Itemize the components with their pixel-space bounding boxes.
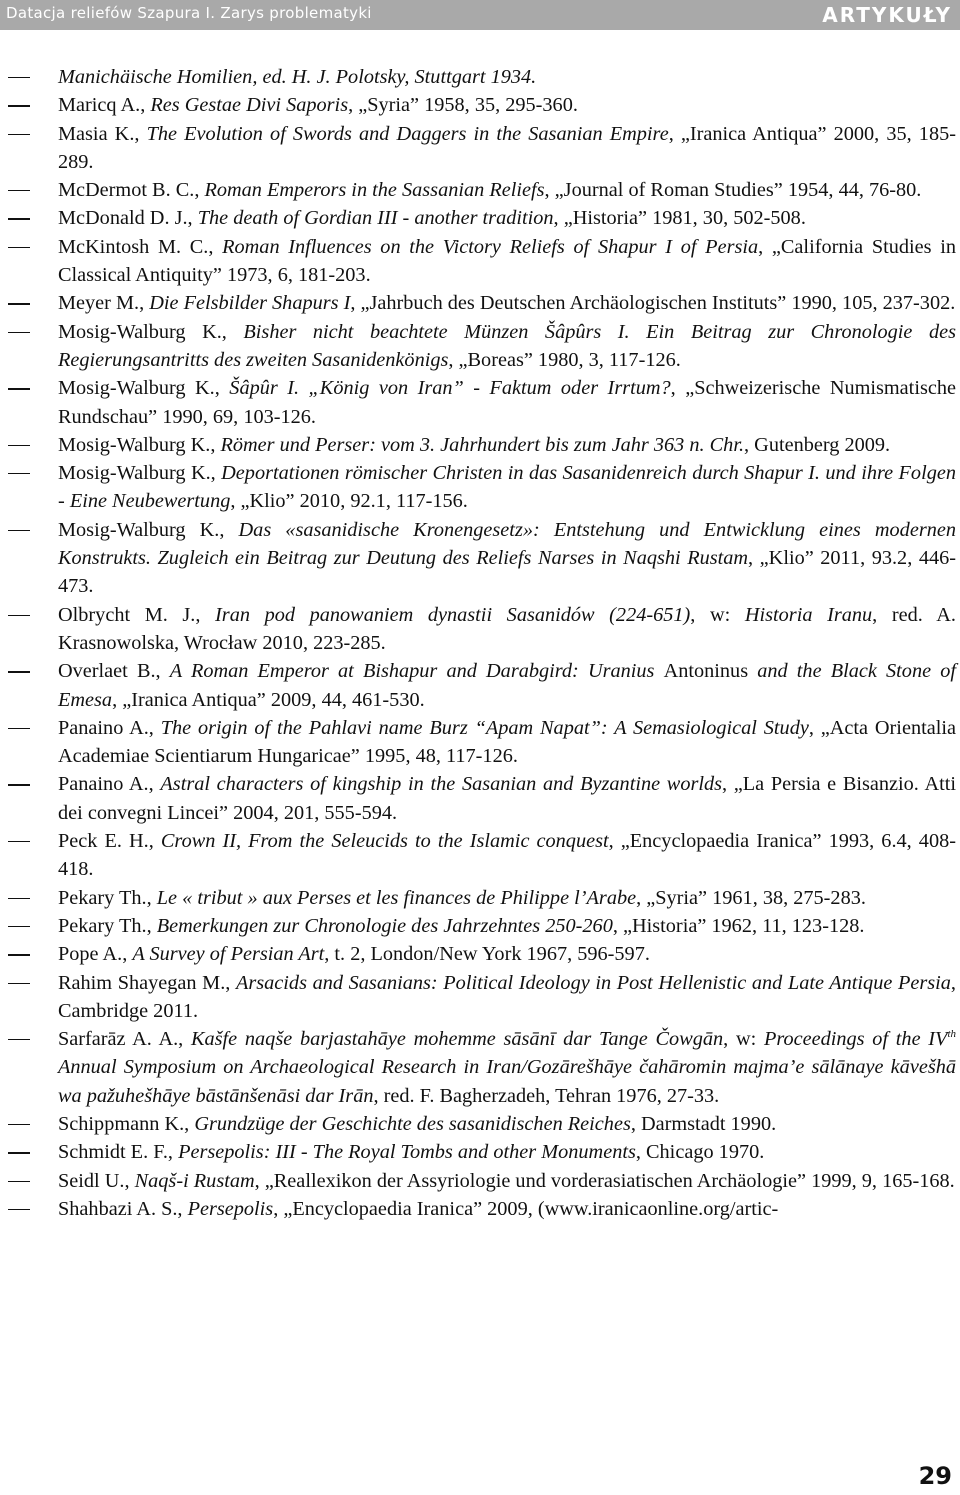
entry-title-text: Roman Influences on the Victory Reliefs of Shapur I of Persia <box>222 235 759 258</box>
entry-title-text: Iran pod panowaniem dynastii Sasanidów (224-651) <box>215 603 691 626</box>
bibliography-entry <box>0 1195 960 1223</box>
entry-text: Pope A., <box>58 943 133 966</box>
entry-title-text: Bemerkungen zur Chronologie des Jahrzehntes 250-260 <box>156 914 613 937</box>
bibliography-entry <box>0 884 960 912</box>
dash-bullet-icon <box>8 473 30 474</box>
dash-bullet-icon <box>8 1181 30 1182</box>
entry-title-text: Res Gestae Divi Saporis <box>150 94 349 117</box>
dash-bullet-icon <box>8 1152 30 1153</box>
dash-bullet-icon <box>8 615 30 616</box>
dash-bullet-icon <box>8 1039 30 1040</box>
entry-text: Mosig-Walburg K., <box>58 518 239 541</box>
entry-text: , „Klio” 2011, 93.2, 446-473. <box>58 547 956 598</box>
entry-title-text: Grundzüge der Geschichte des sasanidischen Reiches <box>194 1112 631 1135</box>
bibliography-entry <box>0 120 960 177</box>
dash-bullet-icon <box>8 332 30 333</box>
bibliography-entry <box>0 714 960 771</box>
entry-title-text: Römer und Perser: vom 3. Jahrhundert bis zum Jahr 363 n. Chr. <box>220 433 745 456</box>
dash-bullet-icon <box>8 983 30 984</box>
dash-bullet-icon <box>8 728 30 729</box>
dash-bullet-icon <box>8 926 30 927</box>
bibliography-entry <box>0 1167 960 1195</box>
entry-text: Seidl U., <box>58 1169 135 1192</box>
dash-bullet-icon <box>8 671 30 672</box>
entry-title-text: Crown II, From the Seleucids to the Islamic conquest <box>160 830 609 853</box>
entry-title-text: Die Felsbilder Shapurs I <box>149 292 351 315</box>
entry-title-text: Persepolis: III - The Royal Tombs and other Monuments <box>178 1141 636 1164</box>
entry-title-text: Manichäische Homilien, ed. H. J. Polotsky, Stuttgart 1934. <box>58 66 537 88</box>
bibliography-entry <box>0 601 960 658</box>
entry-text: Olbrycht M. J., <box>58 603 216 626</box>
entry-text: , Chicago 1970. <box>635 1141 765 1164</box>
bibliography-entry <box>0 1025 960 1110</box>
entry-text: Overlaet B., <box>58 660 170 683</box>
entry-text: Sarfarāz A. A., <box>58 1028 191 1051</box>
entry-text: , „Acta Orientalia Academiae Scientiarum Hungaricae” 1995, 48, 117-126. <box>58 716 956 768</box>
entry-title-text: The death of Gordian III - another tradition <box>197 207 554 230</box>
entry-text: Mosig-Walburg K., <box>58 462 222 485</box>
entry-text: Panaino A., <box>58 773 161 796</box>
entry-text: Maricq A., <box>58 94 151 117</box>
entry-text: , t. 2, London/New York 1967, 596-597. <box>324 943 650 966</box>
bibliography-entry <box>0 63 960 91</box>
dash-bullet-icon <box>8 784 30 785</box>
entry-text: Mosig-Walburg K., <box>58 320 244 343</box>
dash-bullet-icon <box>8 218 30 219</box>
bibliography-entry <box>0 318 960 375</box>
entry-text: McDermot B. C., <box>58 179 205 202</box>
entry-title-text: The Evolution of Swords and Daggers in the Sasanian Empire <box>146 122 669 145</box>
dash-bullet-icon <box>8 1124 30 1125</box>
entry-text: Antoninus <box>663 660 749 683</box>
entry-text: , „Boreas” 1980, 3, 117-126. <box>448 348 681 371</box>
entry-text: , „Reallexikon der Assyriologie und vorderasiatischen Archäologie” 1999, 9, 165-168. <box>254 1169 955 1192</box>
entry-text: , w: <box>723 1028 764 1051</box>
bibliography-entry <box>0 233 960 290</box>
entry-title-text: Naqš-i Rustam <box>134 1169 255 1192</box>
entry-text: Schippmann K., <box>58 1112 195 1135</box>
bibliography-entry <box>0 516 960 601</box>
entry-title-text: The origin of the Pahlavi name Burz “Apam Napat”: A Semasiological Study <box>160 716 809 739</box>
entry-title-text: and the Black Stone of Emesa <box>58 660 956 711</box>
bibliography-entry <box>0 459 960 516</box>
bibliography-entry <box>0 827 960 884</box>
entry-text: , „Jahrbuch des Deutschen Archäologischen Instituts” 1990, 105, 237-302. <box>350 292 956 315</box>
entry-title-text: A Survey of Persian Art <box>132 943 325 966</box>
bibliography-entry <box>0 289 960 317</box>
entry-text: McDonald D. J., <box>58 207 198 230</box>
entry-text: Pekary Th., <box>58 914 157 937</box>
entry-text: Mosig-Walburg K., <box>58 433 221 456</box>
entry-title-text: Proceedings of the IV <box>763 1028 948 1051</box>
entry-text: Rahim Shayegan M., <box>58 971 236 994</box>
entry-text: Meyer M., <box>58 292 150 315</box>
dash-bullet-icon <box>8 530 30 531</box>
entry-text: Panaino A., <box>58 716 161 739</box>
dash-bullet-icon <box>8 105 30 106</box>
entry-text: , „Historia” 1962, 11, 123-128. <box>612 914 865 937</box>
bibliography-entry <box>0 91 960 119</box>
entry-text: , w: <box>690 603 745 626</box>
bibliography-entry <box>0 770 960 827</box>
entry-text: Masia K., <box>58 122 147 145</box>
entry-text: , „California Studies in Classical Antiquity” 1973, 6, 181-203. <box>58 235 957 287</box>
entry-text: , „Syria” 1958, 35, 295-360. <box>348 94 578 117</box>
bibliography-entry <box>0 940 960 968</box>
entry-text: Mosig-Walburg K., <box>58 377 230 400</box>
entry-title-text: Deportationen römischer Christen in das Sasanidenreich durch Shapur I. und ihre Folgen - Eine Neubewertung <box>58 462 956 513</box>
entry-text: , „Syria” 1961, 38, 275-283. <box>636 886 866 909</box>
entry-text: , red. A. Krasnowolska, Wrocław 2010, 223-285. <box>58 603 956 654</box>
entry-text: Pekary Th., <box>58 886 157 909</box>
entry-text: , „Klio” 2010, 92.1, 117-156. <box>230 490 468 513</box>
dash-bullet-icon <box>8 247 30 248</box>
entry-title-text: Historia Iranu <box>744 603 873 626</box>
entry-title-text: Šâpûr I. „König von Iran” - Faktum oder Irrtum? <box>229 377 671 400</box>
page-number: 29 <box>918 1462 952 1490</box>
entry-text: , red. F. Bagherzadeh, Tehran 1976, 27-33. <box>373 1084 720 1107</box>
dash-bullet-icon <box>8 445 30 446</box>
entry-title-text: Persepolis <box>187 1197 274 1220</box>
bibliography-entry <box>0 204 960 232</box>
bibliography-entry <box>0 431 960 459</box>
bibliography-entry <box>0 1138 960 1166</box>
dash-bullet-icon <box>8 77 30 78</box>
dash-bullet-icon <box>8 1209 30 1210</box>
dash-bullet-icon <box>8 134 30 135</box>
entry-title-text: Roman Emperors in the Sassanian Reliefs <box>204 179 545 202</box>
entry-title-text: Le « tribut » aux Perses et les finances de Philippe l’Arabe <box>156 886 637 909</box>
bibliography-entry <box>0 374 960 431</box>
entry-title-text: Das «sasanidische Kronengesetz»: Entstehung und Entwicklung eines modernen Konstrukts. Zugleich ein Beitrag zur Deutung des Reliefs Narses in Naqshi Rustam <box>58 518 956 570</box>
entry-text: , „Schweizerische Numismatische Rundschau” 1990, 69, 103-126. <box>58 377 956 428</box>
entry-title-text: Astral characters of kingship in the Sasanian and Byzantine worlds <box>160 773 723 796</box>
entry-text: , „Encyclopaedia Iranica” 2009, (www.iranicaonline.org/artic- <box>273 1197 779 1220</box>
bibliography-entry <box>0 1110 960 1138</box>
dash-bullet-icon <box>8 190 30 191</box>
bibliography-entry <box>0 176 960 204</box>
entry-title-text: Bisher nicht beachtete Münzen Šâpûrs I. Ein Beitrag zur Chronologie des Regierungsantritts des zweiten Sasanidenkönigs <box>58 320 956 371</box>
bibliography-list <box>0 63 960 1223</box>
dash-bullet-icon <box>8 303 30 304</box>
running-header <box>0 0 960 30</box>
entry-text: Peck E. H., <box>58 830 161 853</box>
dash-bullet-icon <box>8 898 30 899</box>
entry-text: , „Historia” 1981, 30, 502-508. <box>553 207 806 230</box>
entry-title-text: Kašfe naqše barjastahāye mohemme sāsānī dar Tange Čowgān <box>190 1028 724 1051</box>
entry-title-text: A Roman Emperor at Bishapur and Darabgird: Uranius <box>169 660 664 683</box>
entry-text: , Cambridge 2011. <box>58 971 956 1022</box>
dash-bullet-icon <box>8 841 30 842</box>
entry-text: Schmidt E. F., <box>58 1141 179 1164</box>
entry-text: , Gutenberg 2009. <box>744 433 891 456</box>
entry-text: , „Iranica Antiqua” 2000, 35, 185-289. <box>58 122 956 173</box>
entry-text: , „Journal of Roman Studies” 1954, 44, 76-80. <box>544 179 922 202</box>
entry-text: McKintosh M. C., <box>58 235 223 258</box>
entry-title-text: th <box>947 1028 956 1041</box>
bibliography-entry <box>0 912 960 940</box>
bibliography-entry <box>0 657 960 714</box>
section-brand-logo: ARTYKUŁY <box>822 3 952 27</box>
entry-text: , „Encyclopaedia Iranica” 1993, 6.4, 408-418. <box>58 830 956 881</box>
dash-bullet-icon <box>8 954 30 955</box>
entry-text: , „Iranica Antiqua” 2009, 44, 461-530. <box>112 688 425 711</box>
entry-text: Shahbazi A. S., <box>58 1197 188 1220</box>
entry-title-text: Arsacids and Sasanians: Political Ideology in Post Hellenistic and Late Antique Persia <box>235 971 951 994</box>
entry-text: , Darmstadt 1990. <box>630 1112 777 1135</box>
running-title: Datacja reliefów Szapura I. Zarys problematyki <box>6 4 372 22</box>
bibliography-entry <box>0 969 960 1026</box>
dash-bullet-icon <box>8 388 30 389</box>
entry-text: , „La Persia e Bisanzio. Atti dei convegni Lincei” 2004, 201, 555-594. <box>58 773 957 824</box>
entry-title-text: Annual Symposium on Archaeological Research in Iran/Gozārešhāye čahāromin majma’e sālānaye kāvešhā wa pažuhešhāye bāstānšenāsi dar Irān <box>58 1056 956 1107</box>
